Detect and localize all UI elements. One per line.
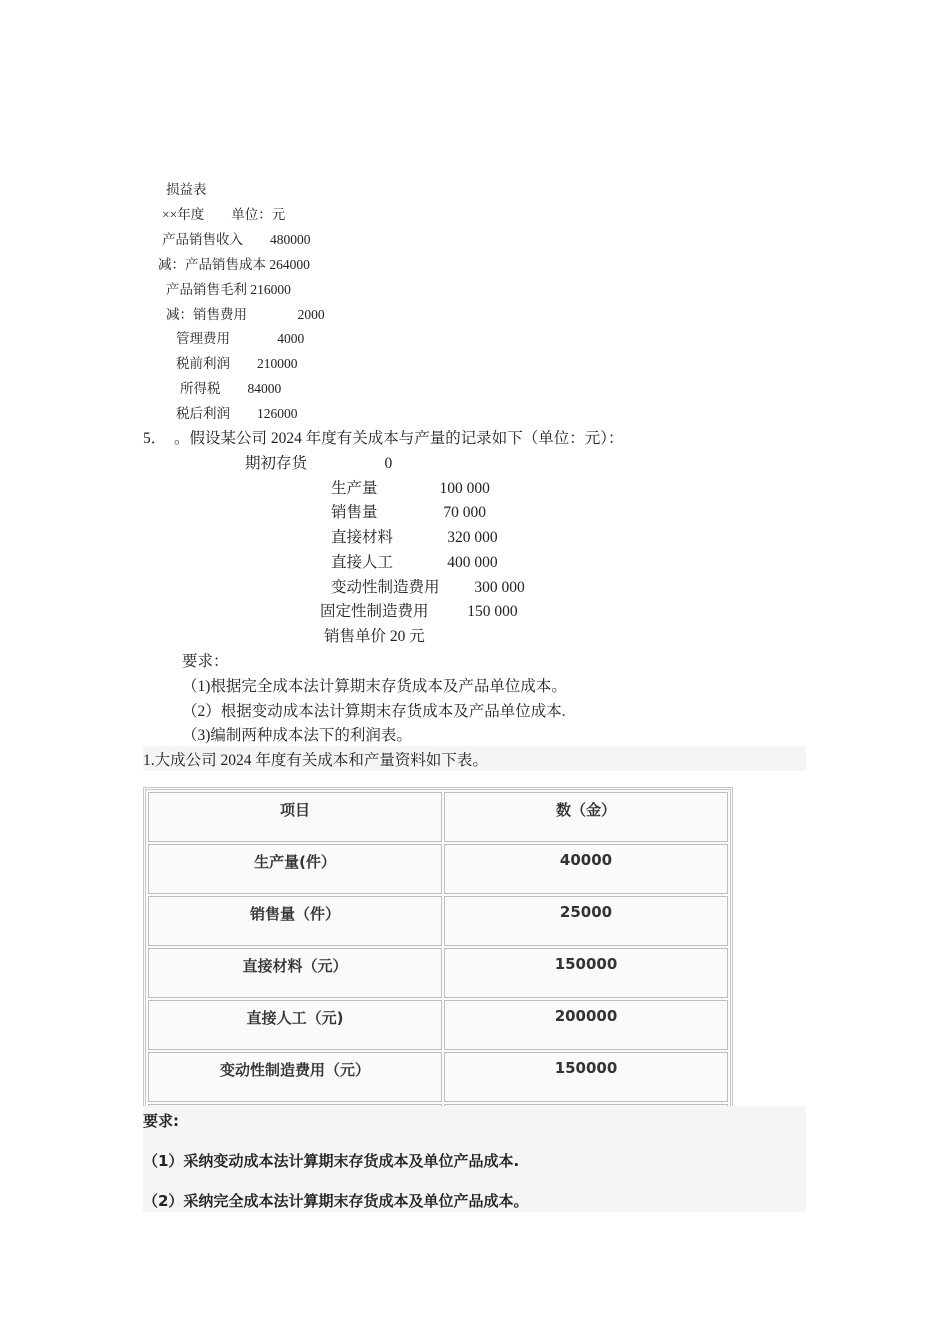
cost-production-table — [143, 787, 733, 1159]
table-row — [148, 1052, 728, 1102]
table-cell-label: 直接人工（元) — [148, 1000, 442, 1050]
table-cell-label: 生产量(件） — [148, 844, 442, 894]
q5-item-sales-volume: 销售量 70 000 — [331, 504, 487, 521]
table-header-row — [148, 792, 728, 842]
q5-requirement-2: （2）根据变动成本法计算期末存货成本及产品单位成本. — [182, 703, 566, 720]
q5-item-variable-overhead: 变动性制造费用 300 000 — [331, 579, 525, 596]
income-row-admin-expense: 管理费用 4000 — [176, 331, 305, 346]
income-statement-title: 损益表 — [166, 182, 207, 197]
q5-opening-inventory: 期初存货 0 — [245, 455, 393, 472]
q5-requirement-1: （1)根据完全成本法计算期末存货成本及产品单位成本。 — [182, 678, 567, 695]
table-cell-value: 150000 — [444, 948, 728, 998]
q5-item-direct-labor: 直接人工 400 000 — [331, 554, 498, 571]
table-cell-value: 150000 — [444, 1052, 728, 1102]
q5-requirements-label: 要求： — [182, 653, 229, 670]
income-statement-year-unit: ××年度 单位：元 — [162, 207, 286, 222]
income-row-sales-revenue: 产品销售收入 480000 — [162, 232, 311, 247]
income-row-gross-profit: 产品销售毛利 216000 — [166, 282, 291, 297]
table-header-item: 项目 — [148, 792, 442, 842]
table-cell-label: 直接材料（元） — [148, 948, 442, 998]
income-row-selling-expense: 减：销售费用 2000 — [166, 307, 325, 322]
table-row — [148, 948, 728, 998]
table-cell-value: 25000 — [444, 896, 728, 946]
q1-requirements-label: 要求: — [143, 1112, 179, 1130]
table-row — [148, 1000, 728, 1050]
table-cell-label: 销售量（件） — [148, 896, 442, 946]
table-row — [148, 896, 728, 946]
q5-item-direct-material: 直接材料 320 000 — [331, 529, 498, 546]
table-header-amount: 数（金） — [444, 792, 728, 842]
q5-heading: 5． 。假设某公司 2024 年度有关成本与产量的记录如下（单位：元）： — [143, 430, 624, 447]
income-row-cost-of-sales: 减：产品销售成本 264000 — [158, 257, 310, 272]
q5-item-unit-price: 销售单价 20 元 — [324, 628, 425, 645]
q5-requirement-3: （3)编制两种成本法下的利润表。 — [182, 727, 412, 744]
table-row — [148, 844, 728, 894]
q1-heading: 1.大成公司 2024 年度有关成本和产量资料如下表。 — [143, 752, 488, 769]
q1-requirement-2: （2）采纳完全成本法计算期末存货成本及单位产品成本。 — [143, 1192, 529, 1210]
income-row-income-tax: 所得税 84000 — [180, 381, 282, 396]
q5-item-fixed-overhead: 固定性制造费用 150 000 — [320, 603, 518, 620]
income-row-net-profit: 税后利润 126000 — [176, 406, 298, 421]
table-cell-value: 200000 — [444, 1000, 728, 1050]
income-row-pretax-profit: 税前利润 210000 — [176, 356, 298, 371]
table-cell-value: 40000 — [444, 844, 728, 894]
q5-item-production: 生产量 100 000 — [331, 480, 490, 497]
q1-requirement-1: （1）采纳变动成本法计算期末存货成本及单位产品成本. — [143, 1152, 520, 1170]
table-cell-label: 变动性制造费用（元） — [148, 1052, 442, 1102]
